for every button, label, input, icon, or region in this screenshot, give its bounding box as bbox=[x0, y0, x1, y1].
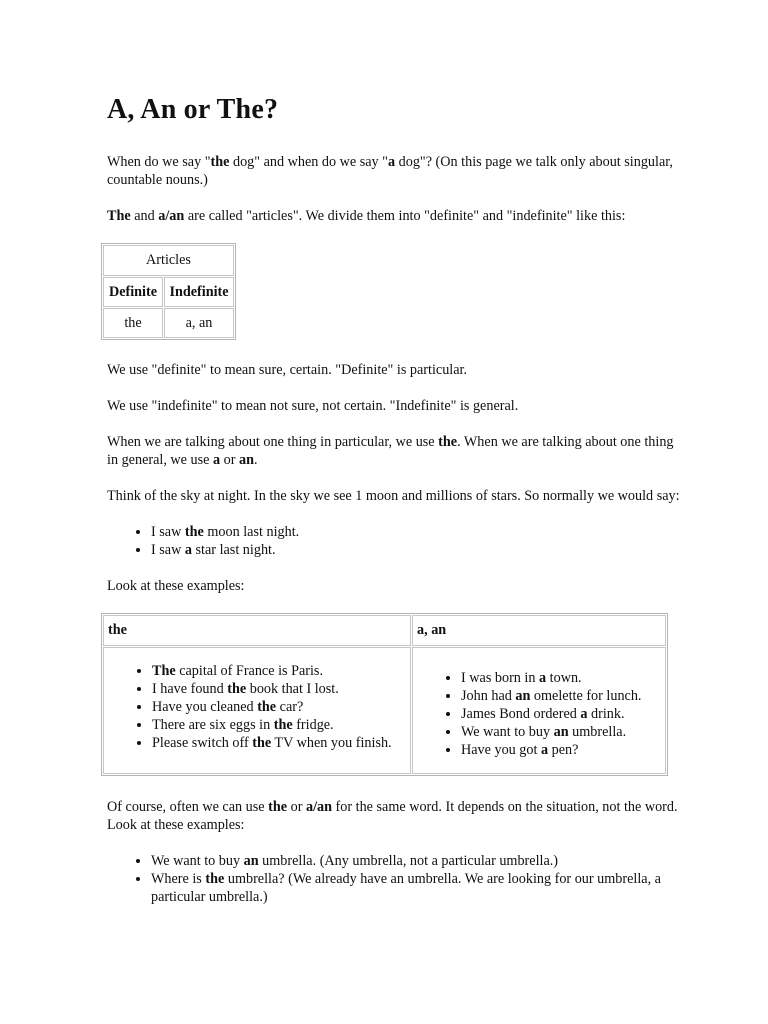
text: There are six eggs in bbox=[152, 717, 274, 733]
articles-paragraph bbox=[107, 207, 687, 225]
list-item bbox=[152, 698, 406, 716]
text: town. bbox=[546, 670, 582, 686]
bold-word: an bbox=[239, 452, 254, 468]
text: dog" and when do we say " bbox=[229, 154, 388, 170]
bold-word: a bbox=[387, 154, 396, 170]
bold-word: the bbox=[268, 799, 288, 815]
list-item bbox=[152, 734, 406, 752]
definite-paragraph: We use "definite" to mean sure, certain. "Definite" is particular. bbox=[107, 362, 468, 378]
a-an-examples-cell bbox=[412, 647, 666, 774]
list-item bbox=[152, 680, 406, 698]
text: moon last night. bbox=[203, 524, 300, 540]
bold-word: a bbox=[212, 452, 221, 468]
list-item bbox=[151, 852, 687, 870]
text: I saw bbox=[151, 524, 185, 540]
articles-table-header: Articles bbox=[103, 245, 234, 276]
final-list bbox=[107, 852, 687, 906]
bold-word: The bbox=[152, 663, 176, 679]
text: James Bond ordered bbox=[461, 706, 581, 722]
the-column-header: the bbox=[103, 615, 411, 646]
text: or bbox=[287, 799, 306, 815]
articles-table bbox=[101, 243, 236, 340]
bold-word: the bbox=[227, 681, 247, 697]
a-an-column-header: a, an bbox=[412, 615, 666, 646]
text: I saw bbox=[151, 542, 185, 558]
page-title: A, An or The? bbox=[107, 94, 279, 125]
text: star last night. bbox=[191, 542, 276, 558]
list-item bbox=[461, 669, 661, 687]
list-item bbox=[461, 741, 661, 759]
list-item bbox=[461, 723, 661, 741]
bold-word: an bbox=[243, 853, 259, 869]
list-item bbox=[152, 662, 406, 680]
text: We want to buy bbox=[151, 853, 244, 869]
bold-word: the bbox=[210, 154, 230, 170]
course-paragraph bbox=[107, 798, 687, 834]
text: When do we say " bbox=[107, 154, 211, 170]
usage-paragraph bbox=[107, 433, 687, 469]
the-examples-cell bbox=[103, 647, 411, 774]
text: Where is bbox=[151, 871, 206, 887]
text: drink. bbox=[587, 706, 625, 722]
text: Of course, often we can use bbox=[107, 799, 269, 815]
text: . bbox=[253, 452, 258, 468]
list-item bbox=[151, 523, 687, 541]
text: John had bbox=[461, 688, 516, 704]
bold-word: the bbox=[273, 717, 293, 733]
text: are called "articles". We divide them into "definite" and "indefinite" like this: bbox=[184, 208, 626, 224]
text: umbrella. bbox=[568, 724, 627, 740]
bold-word: an bbox=[515, 688, 531, 704]
bold-word: a/an bbox=[158, 208, 185, 224]
bold-word: a bbox=[184, 542, 192, 558]
bold-word: an bbox=[553, 724, 569, 740]
text: pen? bbox=[548, 742, 579, 758]
document-page bbox=[107, 93, 687, 924]
list-item bbox=[151, 541, 687, 559]
bold-word: the bbox=[257, 699, 277, 715]
definite-header: Definite bbox=[103, 277, 163, 307]
list-item bbox=[461, 705, 661, 723]
text: umbrella? (We already have an umbrella. We are looking for our umbrella, a particular umbrella.) bbox=[151, 871, 661, 905]
text: I have found bbox=[152, 681, 228, 697]
definite-value: the bbox=[103, 308, 163, 338]
text: for the same word. It depends on the situation, not the word. Look at these examples: bbox=[107, 799, 678, 833]
text: car? bbox=[276, 699, 304, 715]
text: We want to buy bbox=[461, 724, 554, 740]
text: book that I lost. bbox=[246, 681, 339, 697]
intro-paragraph bbox=[107, 153, 687, 189]
bold-word: a/an bbox=[305, 799, 332, 815]
a-an-examples-list bbox=[417, 669, 661, 759]
indefinite-value: a, an bbox=[164, 308, 234, 338]
text: I was born in bbox=[461, 670, 540, 686]
sky-list bbox=[107, 523, 687, 559]
text: Please switch off bbox=[152, 735, 253, 751]
examples-table bbox=[101, 613, 668, 776]
text: umbrella. (Any umbrella, not a particular umbrella.) bbox=[258, 853, 559, 869]
bold-word: the bbox=[438, 434, 458, 450]
indefinite-paragraph: We use "indefinite" to mean not sure, not certain. "Indefinite" is general. bbox=[107, 398, 519, 414]
list-item bbox=[152, 716, 406, 734]
bold-word: the bbox=[184, 524, 204, 540]
text: omelette for lunch. bbox=[530, 688, 642, 704]
indefinite-header: Indefinite bbox=[164, 277, 234, 307]
text: When we are talking about one thing in particular, we use bbox=[107, 434, 439, 450]
bold-word: the bbox=[252, 735, 272, 751]
look-paragraph: Look at these examples: bbox=[107, 578, 245, 594]
the-examples-list bbox=[108, 662, 406, 752]
sky-paragraph: Think of the sky at night. In the sky we see 1 moon and millions of stars. So normally we would say: bbox=[107, 488, 680, 504]
bold-word: a bbox=[541, 742, 549, 758]
text: and bbox=[130, 208, 159, 224]
bold-word: The bbox=[107, 208, 131, 224]
text: Have you cleaned bbox=[152, 699, 258, 715]
text: capital of France is Paris. bbox=[175, 663, 324, 679]
text: Have you got bbox=[461, 742, 541, 758]
list-item bbox=[461, 687, 661, 705]
text: TV when you finish. bbox=[271, 735, 392, 751]
bold-word: a bbox=[539, 670, 547, 686]
text: . When we are talking about one thing in general, we use bbox=[107, 434, 674, 468]
text: dog"? (On this page we talk only about singular, countable nouns.) bbox=[107, 154, 673, 188]
text: or bbox=[220, 452, 239, 468]
bold-word: a bbox=[580, 706, 588, 722]
bold-word: the bbox=[205, 871, 225, 887]
list-item bbox=[151, 870, 687, 906]
text: fridge. bbox=[292, 717, 334, 733]
